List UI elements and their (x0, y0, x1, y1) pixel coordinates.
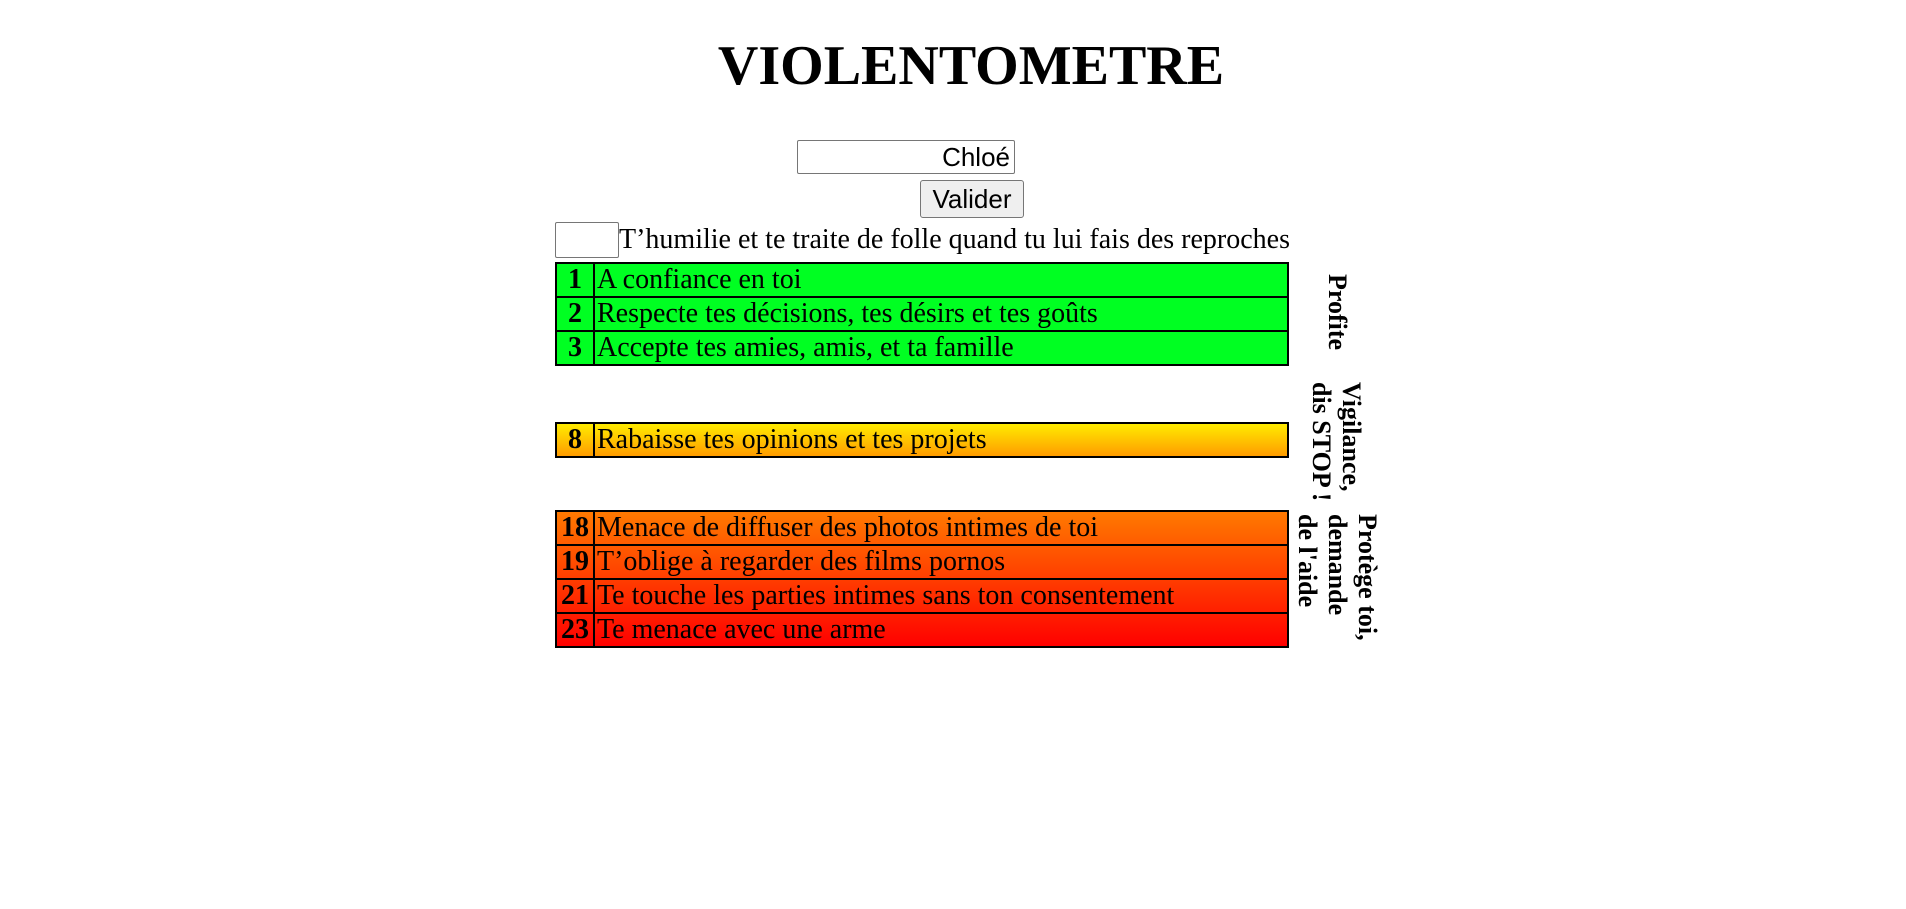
add-behaviour-row (555, 222, 1290, 258)
table-row (556, 423, 1288, 457)
row-text: Rabaisse tes opinions et tes projets (594, 423, 1288, 457)
number-input[interactable] (555, 222, 619, 258)
behaviour-text: T’humilie et te traite de folle quand tu lui fais des reproches (619, 224, 1290, 255)
row-number: 21 (556, 579, 594, 613)
zone-table-profite (555, 262, 1289, 366)
table-row (556, 579, 1288, 613)
table-row (556, 511, 1288, 545)
page-title: VIOLENTOMETRE (717, 35, 1225, 97)
table-row (556, 545, 1288, 579)
name-input[interactable] (797, 140, 1015, 174)
row-text: Te touche les parties intimes sans ton consentement (594, 579, 1288, 613)
zone-table-protege (555, 510, 1289, 648)
row-text: Accepte tes amies, amis, et ta famille (594, 331, 1288, 365)
table-row (556, 263, 1288, 297)
zone-label-vigilance: Vigilance, dis STOP ! (1307, 382, 1366, 502)
zone-label-protege: Protège toi, demande de l'aide (1293, 514, 1382, 641)
valider-button[interactable]: Valider (920, 180, 1024, 218)
zone-table-vigilance (555, 422, 1289, 458)
row-number: 18 (556, 511, 594, 545)
row-number: 23 (556, 613, 594, 647)
row-number: 19 (556, 545, 594, 579)
row-text: T’oblige à regarder des films pornos (594, 545, 1288, 579)
row-number: 2 (556, 297, 594, 331)
row-text: Te menace avec une arme (594, 613, 1288, 647)
row-number: 8 (556, 423, 594, 457)
table-row (556, 613, 1288, 647)
row-number: 1 (556, 263, 594, 297)
row-text: Respecte tes décisions, tes désirs et tes goûts (594, 297, 1288, 331)
table-row (556, 297, 1288, 331)
row-text: Menace de diffuser des photos intimes de toi (594, 511, 1288, 545)
row-text: A confiance en toi (594, 263, 1288, 297)
table-row (556, 331, 1288, 365)
zone-label-profite: Profite (1323, 274, 1352, 351)
row-number: 3 (556, 331, 594, 365)
